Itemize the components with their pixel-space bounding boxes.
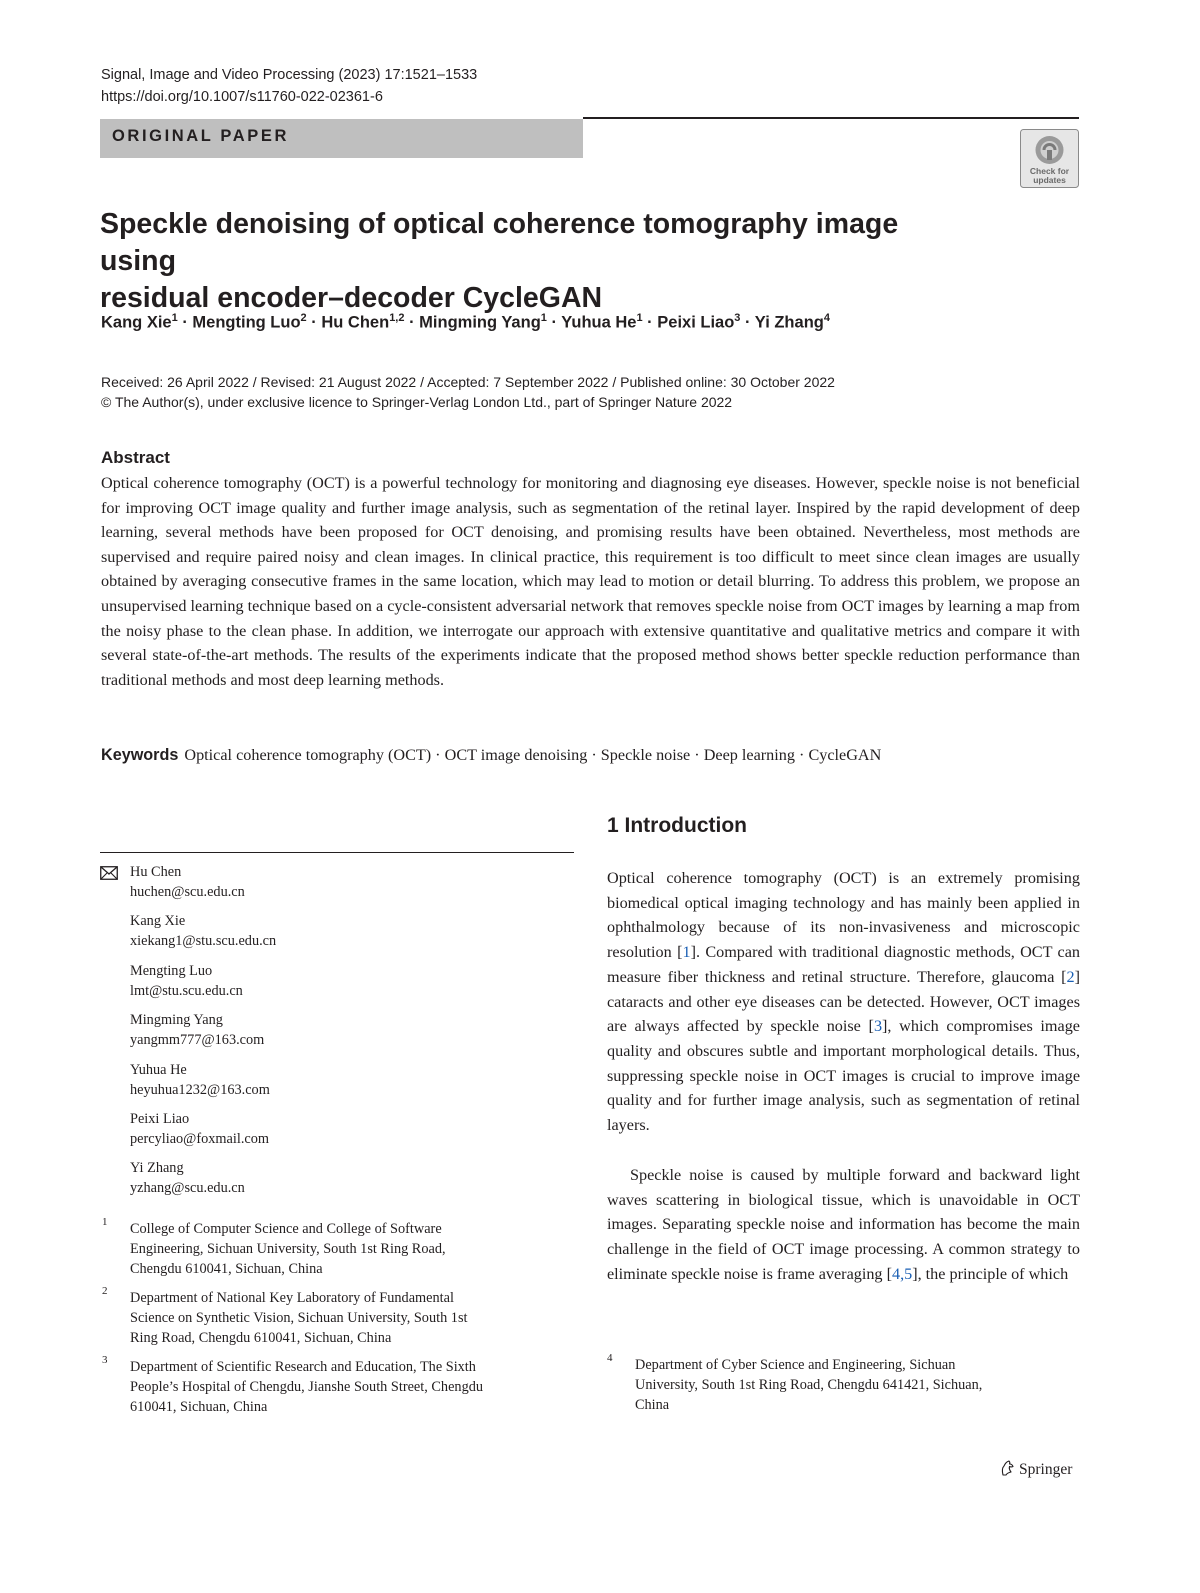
author-separator: · [740, 313, 755, 332]
affiliation-line: University, South 1st Ring Road, Chengdu 641421, Sichuan, [635, 1377, 983, 1393]
author-separator: · [642, 313, 658, 332]
footnote-rule [100, 852, 574, 853]
author-affiliation-index: 1 [540, 312, 547, 324]
affiliation-line: Science on Synthetic Vision, Sichuan University, South 1st [130, 1310, 468, 1326]
contact-email[interactable]: yangmm777@163.com [130, 1032, 265, 1049]
author-affiliation-index: 4 [823, 312, 830, 324]
intro-text: ]. Compared with traditional diagnostic methods, OCT can measure fiber thickness and retinal structure. Therefore, glaucoma [ [607, 943, 1080, 986]
affiliation-line: Department of National Key Laboratory of Fundamental [130, 1290, 454, 1306]
author-name: Mingming Yang [419, 313, 541, 332]
contact-email[interactable]: xiekang1@stu.scu.edu.cn [130, 933, 277, 950]
citation-link[interactable]: 4 [891, 1264, 901, 1283]
author-name: Hu Chen [321, 313, 390, 332]
header-rule [583, 117, 1079, 119]
doi-link[interactable]: https://doi.org/10.1007/s11760-022-02361-6 [101, 89, 383, 105]
affiliation-line: Ring Road, Chengdu 610041, Sichuan, China [130, 1330, 392, 1346]
author-separator: · [546, 313, 562, 332]
crossmark-label-line1: Check for [1029, 166, 1070, 176]
keywords [101, 743, 1080, 767]
journal-citation: Signal, Image and Video Processing (2023) 17:1521–1533 [101, 67, 478, 83]
citation-link[interactable]: 1 [682, 943, 691, 962]
affiliation-line: Department of Scientific Research and Education, The Sixth [130, 1359, 476, 1375]
affiliation [635, 1355, 1080, 1415]
affiliation-number: 2 [102, 1285, 108, 1297]
intro-text: Optical coherence tomography (OCT) is an extremely promising biomedical optical imaging technology and has mainly been applied in ophthalmology because of its non-invasiveness and microscopic resolution [ [607, 869, 1080, 962]
affiliation [130, 1357, 575, 1417]
paper-title-line: Speckle denoising of optical coherence tomography image using [100, 208, 899, 277]
author-list [101, 312, 830, 333]
author-affiliation-index: 1 [636, 312, 643, 324]
contact-email[interactable]: lmt@stu.scu.edu.cn [130, 982, 243, 999]
author-name: Yi Zhang [754, 313, 824, 332]
affiliation-line: Department of Cyber Science and Engineering, Sichuan [635, 1357, 956, 1373]
author-separator: · [177, 313, 193, 332]
contact-email[interactable]: yzhang@scu.edu.cn [130, 1180, 245, 1197]
contact-name: Mengting Luo [130, 962, 213, 979]
author-affiliation-index: 1 [171, 312, 178, 324]
contact-name: Hu Chen [130, 864, 182, 880]
contact-email[interactable]: huchen@scu.edu.cn [130, 884, 245, 900]
contact-email[interactable]: percyliao@foxmail.com [130, 1130, 270, 1147]
history-dates: Received: 26 April 2022 / Revised: 21 August 2022 / Accepted: 7 September 2022 / Published online: 30 October 2022 [101, 374, 835, 390]
affiliation-line: Engineering, Sichuan University, South 1st Ring Road, [130, 1241, 446, 1257]
citation-separator: , [900, 1264, 905, 1283]
journal-header [101, 64, 477, 108]
author-name: Peixi Liao [657, 313, 735, 332]
contact-entry [130, 862, 570, 902]
section-heading-introduction: 1 Introduction [607, 814, 747, 837]
copyright-notice: © The Author(s), under exclusive licence to Springer-Verlag London Ltd., part of Springer Nature 2022 [101, 394, 733, 410]
intro-text: ], which compromises image quality and obscures subtle and important morphological details. Thus, suppressing speckle noise in OCT images is crucial to improve image quality and for further image analysis, such as segmentation of retinal layers. [607, 1017, 1080, 1135]
intro-paragraph [607, 1163, 1080, 1287]
publisher-logo [998, 1459, 1072, 1479]
contact-entry [130, 1109, 570, 1149]
intro-text: ] cataracts and other eye diseases can be detected. However, OCT images are always affected by speckle noise [ [607, 967, 1080, 1036]
affiliation-number: 3 [102, 1354, 108, 1366]
paper-title [100, 206, 980, 317]
affiliation-number: 4 [607, 1352, 613, 1364]
citation-link[interactable]: 2 [1066, 967, 1075, 986]
keywords-list: Optical coherence tomography (OCT) · OCT image denoising · Speckle noise · Deep learning · CycleGAN [184, 746, 882, 764]
crossmark-label-line2: updates [1033, 175, 1066, 185]
intro-text: ], the principle of which [912, 1264, 1069, 1283]
springer-horse-icon [998, 1459, 1016, 1477]
paper-title-line: residual encoder–decoder CycleGAN [100, 282, 603, 314]
article-type-label: ORIGINAL PAPER [112, 127, 289, 145]
affiliation [130, 1219, 575, 1279]
keywords-label: Keywords [101, 746, 179, 764]
corresponding-contacts [130, 862, 570, 1208]
author-separator: · [306, 313, 322, 332]
affiliation-line: College of Computer Science and College of Software [130, 1221, 442, 1237]
contact-name: Peixi Liao [130, 1110, 190, 1127]
affiliation-line: Chengdu 610041, Sichuan, China [130, 1261, 323, 1277]
affiliation-line: People’s Hospital of Chengdu, Jianshe South Street, Chengdu [130, 1379, 484, 1395]
affiliation-line: China [635, 1397, 670, 1413]
intro-paragraph [607, 866, 1080, 1138]
contact-name: Kang Xie [130, 913, 186, 930]
affiliation [130, 1288, 575, 1348]
author-name: Yuhua He [561, 313, 637, 332]
contact-entry [130, 911, 570, 951]
citation-link[interactable]: 3 [873, 1017, 883, 1036]
author-affiliation-index: 1,2 [389, 312, 405, 324]
publisher-name: Springer [1019, 1461, 1073, 1478]
crossmark-badge-icon[interactable] [1020, 129, 1079, 188]
abstract-heading: Abstract [101, 448, 170, 467]
abstract-text: Optical coherence tomography (OCT) is a powerful technology for monitoring and diagnosing eye diseases. However, speckle noise is not beneficial for improving OCT image quality and further image analysis, such as segmentation of the retinal layer. Inspired by the rapid development of deep learning, several methods have been proposed for OCT denoising, and promising results have been obtained. Nevertheless, most methods are supervised and require paired noisy and clean images. In clinical practice, this requirement is too difficult to meet since clean images are usually obtained by averaging consecutive frames in the same location, which may lead to motion or detail blurring. To address this problem, we propose an unsupervised learning technique based on a cycle-consistent adversarial network that removes speckle noise from OCT images by learning a map from the noisy phase to the clean phase. In addition, we interrogate our approach with extensive quantitative and qualitative metrics and compare it with several state-of-the-art methods. The results of the experiments indicate that the proposed method shows better speckle reduction performance than traditional methods and most deep learning methods. [101, 474, 1080, 689]
mail-icon [100, 866, 118, 880]
affiliation-line: 610041, Sichuan, China [130, 1399, 268, 1415]
affiliation-number: 1 [102, 1216, 108, 1228]
author-name: Kang Xie [101, 313, 172, 332]
author-affiliation-index: 2 [300, 312, 307, 324]
contact-entry [130, 1010, 570, 1050]
contact-name: Mingming Yang [130, 1012, 223, 1029]
author-name: Mengting Luo [192, 313, 301, 332]
contact-entry [130, 961, 570, 1001]
contact-entry [130, 1158, 570, 1198]
contact-name: Yuhua He [130, 1061, 187, 1078]
publication-dates [101, 372, 835, 412]
citation-link[interactable]: 5 [904, 1264, 913, 1283]
author-affiliation-index: 3 [734, 312, 741, 324]
intro-text: Speckle noise is caused by multiple forward and backward light waves scattering in biological tissue, which is unavoidable in OCT images. Separating speckle noise and information has become the main challenge in the field of OCT image processing. A common strategy to eliminate speckle noise is frame averaging [ [607, 1166, 1080, 1283]
contact-name: Yi Zhang [130, 1160, 184, 1177]
contact-entry [130, 1060, 570, 1100]
author-separator: · [404, 313, 420, 332]
contact-email[interactable]: heyuhua1232@163.com [130, 1081, 270, 1098]
